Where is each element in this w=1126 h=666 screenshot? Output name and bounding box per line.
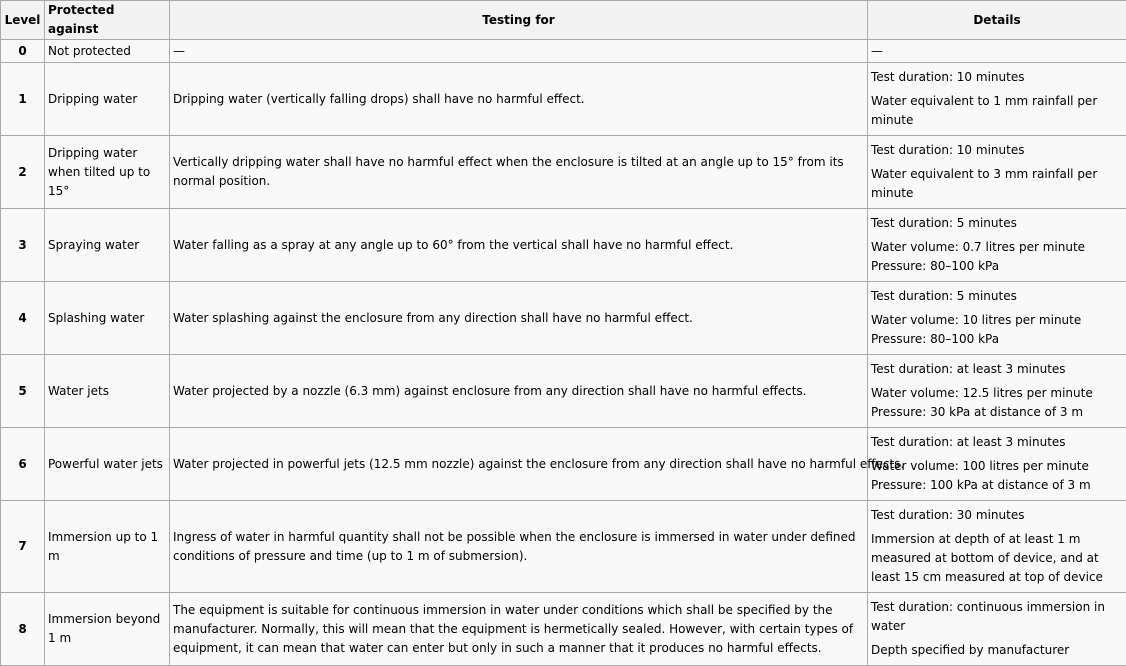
testing-cell: Water splashing against the enclosure from any direction shall have no harmful effect.	[170, 282, 868, 355]
details-line: Test duration: at least 3 minutes	[871, 433, 1123, 452]
testing-cell: Vertically dripping water shall have no harmful effect when the enclosure is tilted at an angle up to 15° from its normal position.	[170, 136, 868, 209]
details-cell	[868, 282, 1126, 355]
testing-cell: Water falling as a spray at any angle up to 60° from the vertical shall have no harmful effect.	[170, 209, 868, 282]
details-line: Pressure: 30 kPa at distance of 3 m	[871, 403, 1123, 422]
table-row	[1, 428, 1126, 501]
testing-cell: Water projected by a nozzle (6.3 mm) against enclosure from any direction shall have no harmful effects.	[170, 355, 868, 428]
table-row	[1, 282, 1126, 355]
details-line: Water volume: 100 litres per minute	[871, 457, 1123, 476]
protected-cell: Splashing water	[45, 282, 170, 355]
details-cell	[868, 593, 1126, 666]
header-details[interactable]: Details	[868, 1, 1126, 40]
table-row	[1, 209, 1126, 282]
details-line: Test duration: 5 minutes	[871, 214, 1123, 233]
level-cell: 3	[1, 209, 45, 282]
details-line: Water volume: 0.7 litres per minute	[871, 238, 1123, 257]
protected-cell: Water jets	[45, 355, 170, 428]
details-line: Test duration: continuous immersion in water	[871, 598, 1123, 636]
details-line: Pressure: 100 kPa at distance of 3 m	[871, 476, 1123, 495]
details-cell	[868, 136, 1126, 209]
testing-cell: The equipment is suitable for continuous immersion in water under conditions which shall be specified by the manufacturer. Normally, this will mean that the equipment is hermetically sealed. However, with certain types of equipment, it can mean that water can enter but only in such a manner that it produces no harmful effects.	[170, 593, 868, 666]
details-line: Water equivalent to 3 mm rainfall per minute	[871, 165, 1123, 203]
table-row	[1, 136, 1126, 209]
level-cell: 8	[1, 593, 45, 666]
details-cell	[868, 428, 1126, 501]
table-row	[1, 593, 1126, 666]
table-row	[1, 63, 1126, 136]
details-line: Water equivalent to 1 mm rainfall per minute	[871, 92, 1123, 130]
level-cell: 4	[1, 282, 45, 355]
protected-cell: Immersion beyond 1 m	[45, 593, 170, 666]
protected-cell: Powerful water jets	[45, 428, 170, 501]
testing-cell: —	[170, 40, 868, 63]
details-line: Pressure: 80–100 kPa	[871, 257, 1123, 276]
details-line: Test duration: 30 minutes	[871, 506, 1123, 525]
protected-cell: Immersion up to 1 m	[45, 501, 170, 593]
details-line: Test duration: 10 minutes	[871, 68, 1123, 87]
level-cell: 5	[1, 355, 45, 428]
details-line: Immersion at depth of at least 1 m measured at bottom of device, and at least 15 cm measured at top of device	[871, 530, 1123, 587]
level-cell: 2	[1, 136, 45, 209]
header-row	[1, 1, 1126, 40]
details-cell	[868, 40, 1126, 63]
protected-cell: Dripping water when tilted up to 15°	[45, 136, 170, 209]
testing-cell: Dripping water (vertically falling drops) shall have no harmful effect.	[170, 63, 868, 136]
testing-cell: Water projected in powerful jets (12.5 mm nozzle) against the enclosure from any direction shall have no harmful effects.	[170, 428, 868, 501]
details-line: Depth specified by manufacturer	[871, 641, 1123, 660]
details-line: Pressure: 80–100 kPa	[871, 330, 1123, 349]
details-cell	[868, 209, 1126, 282]
details-line: Test duration: 5 minutes	[871, 287, 1123, 306]
level-cell: 7	[1, 501, 45, 593]
details-line: Water volume: 12.5 litres per minute	[871, 384, 1123, 403]
details-line: Test duration: 10 minutes	[871, 141, 1123, 160]
level-cell: 6	[1, 428, 45, 501]
details-line: —	[871, 42, 1123, 61]
table-row	[1, 355, 1126, 428]
details-line: Water volume: 10 litres per minute	[871, 311, 1123, 330]
level-cell: 0	[1, 40, 45, 63]
header-protected-against[interactable]: Protected against	[45, 1, 170, 40]
details-cell	[868, 355, 1126, 428]
details-line: Test duration: at least 3 minutes	[871, 360, 1123, 379]
header-testing-for[interactable]: Testing for	[170, 1, 868, 40]
level-cell: 1	[1, 63, 45, 136]
protected-cell: Spraying water	[45, 209, 170, 282]
testing-cell: Ingress of water in harmful quantity shall not be possible when the enclosure is immersed in water under defined conditions of pressure and time (up to 1 m of submersion).	[170, 501, 868, 593]
details-cell	[868, 501, 1126, 593]
protected-cell: Dripping water	[45, 63, 170, 136]
table-row	[1, 40, 1126, 63]
details-cell	[868, 63, 1126, 136]
header-level[interactable]: Level	[1, 1, 45, 40]
protected-cell: Not protected	[45, 40, 170, 63]
table-row	[1, 501, 1126, 593]
